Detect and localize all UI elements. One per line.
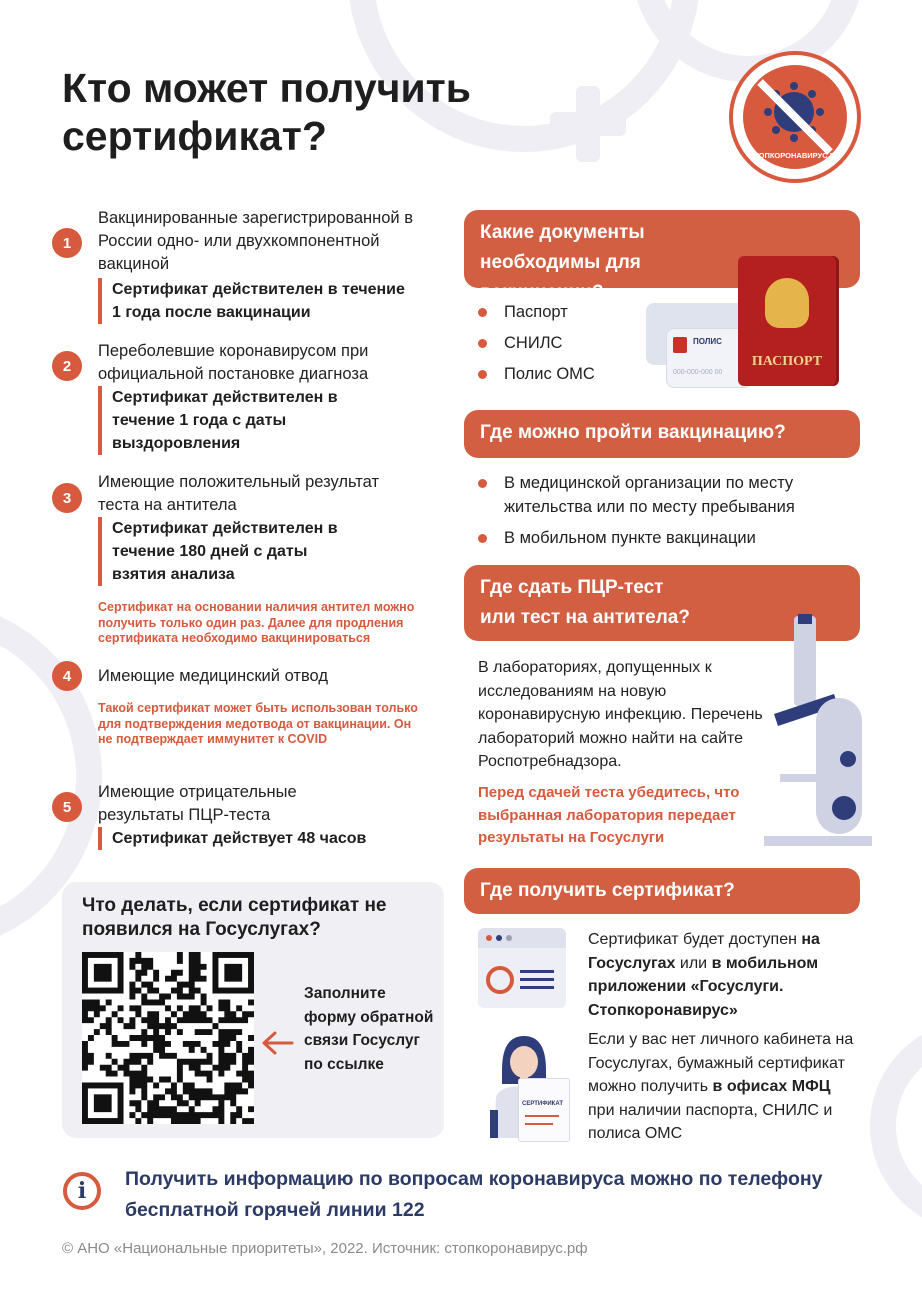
docs-item-snils: СНИЛС (478, 331, 595, 355)
get-cert-text-1: Сертификат будет доступен на Госуслугах или в мобильном приложении «Госуслуги. Стопкоронавирус» (588, 931, 820, 1019)
vaccination-place-heading: Где можно пройти вакцинацию? (464, 410, 860, 458)
passport-emblem-icon (765, 278, 809, 328)
paper-certificate-illustration (518, 1078, 570, 1142)
logo-text: СТОПКОРОНАВИРУС.РФ (748, 151, 842, 160)
item-note-3: Сертификат действителен в течение 180 дней с даты взятия анализа (98, 517, 342, 586)
item-text-5: Имеющие отрицательные результаты ПЦР-теста (98, 783, 297, 824)
browser-dot-icon (496, 935, 502, 941)
item-text-1: Вакцинированные зарегистрированной в России одно- или двухкомпонентной вакциной (98, 209, 413, 273)
item-number-3: 3 (52, 483, 82, 513)
item-note-5: Сертификат действует 48 часов (98, 827, 432, 850)
decor-ring-right (870, 1020, 922, 1232)
feedback-qr-code[interactable] (82, 952, 254, 1124)
item-number-4: 4 (52, 661, 82, 691)
item-number-1: 1 (52, 228, 82, 258)
oms-card-emblem (673, 337, 687, 353)
item-number-2: 2 (52, 351, 82, 381)
item-text-2: Переболевшие коронавирусом при официальной постановке диагноза (98, 342, 369, 383)
stopcoronavirus-logo (728, 50, 862, 184)
footer-source: © АНО «Национальные приоритеты», 2022. Источник: стопкоронавирус.рф (62, 1240, 588, 1257)
browser-dot-icon (486, 935, 492, 941)
browser-circle-icon (486, 966, 514, 994)
docs-heading: Какие документы необходимы для вакцинации? (464, 210, 860, 288)
oms-card-label: ПОЛИС (693, 337, 722, 346)
item-text-4: Имеющие медицинский отвод (98, 667, 328, 685)
vaccination-place-item-1: В медицинской организации по месту жительства или по месту пребывания (478, 471, 838, 519)
vaccination-place-list (478, 471, 838, 550)
info-icon (63, 1172, 101, 1210)
paper-certificate-label: СЕРТИФИКАТ (522, 1101, 564, 1107)
passport-illustration (738, 256, 836, 386)
browser-dot-icon (506, 935, 512, 941)
qr-instruction-text: Заполните форму обратной связи Госуслуг по ссылке (304, 985, 434, 1073)
pcr-warning: Перед сдачей теста убедитесь, что выбранная лаборатория передает результаты на Госуслуги (478, 784, 740, 846)
qr-panel-title: Что делать, если сертификат не появился на Госуслугах? (82, 895, 387, 940)
hotline-text: Получить информацию по вопросам коронавируса можно по телефону бесплатной горячей линии 122 (125, 1168, 823, 1221)
passport-label: ПАСПОРТ (751, 354, 823, 369)
oms-card-number: 000-000-000 00 (673, 369, 723, 376)
pcr-heading: Где сдать ПЦР-тест или тест на антитела? (464, 565, 860, 641)
get-cert-text-2: Если у вас нет личного кабинета на Госуслугах, бумажный сертификат можно получить в офисах МФЦ при наличии паспорта, СНИЛС и полиса ОМС (588, 1031, 854, 1142)
item-warning-3: Сертификат на основании наличия антител можно получить только один раз. Далее для продления сертификата необходимо вакцинироваться (98, 600, 415, 645)
item-text-3: Имеющие положительный результат теста на антитела (98, 473, 380, 514)
item-number-5: 5 (52, 792, 82, 822)
info-icon-glyph: i (77, 1178, 87, 1204)
item-note-2: Сертификат действителен в течение 1 года с даты выздоровления (98, 386, 342, 455)
pcr-text: В лабораториях, допущенных к исследованиям на новую коронавирусную инфекцию. Перечень лабораторий можно найти на сайте Роспотребнадзора. (478, 659, 763, 770)
item-warning-4: Такой сертификат может быть использован только для подтверждения медотвода от вакцинации. Он не подтверждает иммунитет к COVID (98, 701, 418, 746)
docs-item-oms: Полис ОМС (478, 362, 595, 386)
vaccination-place-item-2: В мобильном пункте вакцинации (478, 526, 838, 550)
page-title: Кто может получить сертификат? (62, 65, 471, 159)
item-note-1: Сертификат действителен в течение 1 года после вакцинации (98, 278, 412, 324)
get-cert-heading: Где получить сертификат? (464, 868, 860, 914)
arrow-left-icon (262, 1030, 294, 1056)
browser-window-illustration (478, 928, 566, 1008)
docs-list (478, 300, 595, 386)
docs-item-passport: Паспорт (478, 300, 595, 324)
microscope-illustration (764, 614, 874, 854)
